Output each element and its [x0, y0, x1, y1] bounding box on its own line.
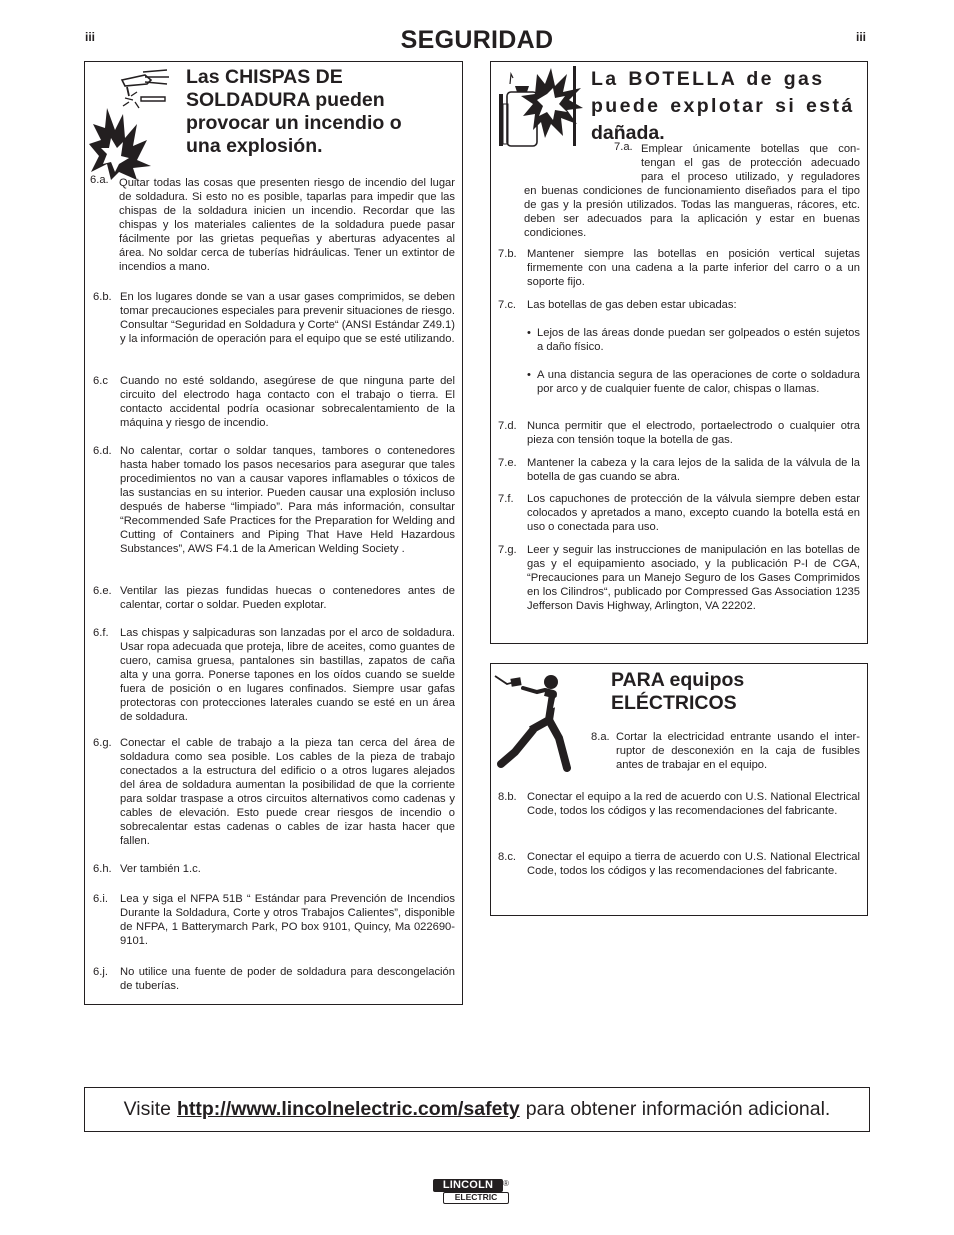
list-item-7f: 7.f. Los capuchones de protección de la válvula siempre deben estar colocados y apretados a mano, excepto cuando la botella está en uso o conectada para uso.	[498, 493, 860, 533]
list-item-6d: 6.d. No calentar, cortar o soldar tanques, tambores o contenedores hasta haber tomado los pasos necesarios para asegurar que tales procedimientos no van a causar vapores inflamables o tóxicos de las sustancias en su interior. Pueden causar una explosión incluso después de haberse “limpiado”. Para más información, consultar “Recommended Safe Practices for the Preparation for Welding and Cutting of Containers and Piping That Have Held Hazardous Substances”, AWS F4.1 de la American Welding Society .	[93, 445, 455, 555]
lincoln-electric-logo: LINCOLN ELECTRIC ®	[433, 1179, 511, 1207]
visit-suffix: para obtener información adicional.	[525, 1098, 831, 1120]
electrical-warning-box	[490, 663, 868, 916]
list-item-6h: 6.h. Ver también 1.c.	[93, 863, 201, 875]
fire-explosion-icon	[89, 68, 181, 180]
sparks-title: Las CHISPAS DE SOLDADURA pueden provocar un incendio o una explosión.	[186, 66, 402, 157]
list-item-7c: 7.c. Las botellas de gas deben estar ubicadas:	[498, 299, 737, 311]
list-item-7a: 7.a. Emplear únicamente botellas que con- tengan el gas de protección adecuado para el proceso utilizado, y reguladores	[614, 141, 860, 183]
list-item-7g: 7.g. Leer y seguir las instrucciones de manipulación en las botellas de gas y el equipamiento asociado, y la publicación P-I de CGA, “Precauciones para un Manejo Seguro de los Gases Comprimidos en los Cilindros“, publicado por Compressed Gas Association 1235 Jefferson Davis Highway, Arlington, VA 22202.	[498, 544, 860, 612]
cylinder-warning-box	[490, 61, 868, 644]
list-item-6b: 6.b. En los lugares donde se van a usar gases comprimidos, se deben tomar precauciones especiales para prevenir situaciones de riesgo. Consultar “Seguridad en Soldadura y Corte“ (ANSI Estándar Z49.1) y la información de operación para el equipo que se esté utilizando.	[93, 291, 455, 345]
list-item-6c: 6.c Cuando no esté soldando, asegúrese de que ninguna parte del circuito del electrodo haga contacto con el trabajo o tierra. El contacto accidental podría ocasionar sobrecalentamiento de la máquina y riesgo de incendio.	[93, 375, 455, 429]
list-item-8c: 8.c. Conectar el equipo a tierra de acuerdo con U.S. National Electrical Code, todos los códigos y las recomendaciones del fabricante.	[498, 851, 860, 877]
electrical-title: PARA equipos ELÉCTRICOS	[611, 669, 745, 714]
electric-shock-icon	[493, 672, 593, 776]
visit-prefix: Visite	[123, 1098, 171, 1120]
page-number-left: iii	[85, 30, 96, 44]
list-item-6e: 6.e. Ventilar las piezas fundidas huecas o contenedores antes de calentar, cortar o soldar. Pueden explotar.	[93, 585, 455, 611]
list-item-7e: 7.e. Mantener la cabeza y la cara lejos de la salida de la válvula de la botella de gas cuando se abra.	[498, 457, 860, 483]
page-number-right: iii	[856, 30, 867, 44]
list-item-7a-continued: en buenas condiciones de funcionamiento diseñados para el tipo de gas y la presión utilizados. Todas las mangueras, rácores, etc. deben ser adecuados para la aplicación y estar en buenas condiciones.	[524, 185, 860, 239]
list-item-6a: 6.a. Quitar todas las cosas que presenten riesgo de incendio del lugar de soldadura. Si esto no es posible, taparlas para impedir que las chispas de la soldadura inicien un incendio. Recordar que las chispas y los materiales calientes de la soldadura puede pasar fácilmente por las grietas pequeñas y aberturas adyacentes al área. No soldar cerca de tuberías hidráulicas. Tener un extintor de incendios a mano.	[90, 174, 455, 273]
cylinder-title: La BOTELLA de gas puede explotar si está dañada.	[591, 68, 855, 144]
list-item-7b: 7.b. Mantener siempre las botellas en posición vertical sujetas firmemente con una cadena a la parte inferior del carro o a un soporte fijo.	[498, 248, 860, 288]
list-item-7d: 7.d. Nunca permitir que el electrodo, portaelectrodo o cualquier otra pieza con tensión toque la botella de gas.	[498, 420, 860, 446]
safety-link[interactable]: http://www.lincolnelectric.com/safety	[176, 1098, 520, 1120]
page-title: SEGURIDAD	[400, 26, 554, 54]
bullet-item-2: • A una distancia segura de las operaciones de corte o soldadura por arco y de cualquier fuente de calor, chispas o llamas.	[527, 369, 860, 395]
bullet-item-1: • Lejos de las áreas donde puedan ser golpeados o estén sujetos a daño físico.	[527, 327, 860, 353]
list-item-6g: 6.g. Conectar el cable de trabajo a la pieza tan cerca del área de soldadura como sea posible. Los cables de la pieza de trabajo conectados a la estructura del edificio o a otros lugares alejados del área de soldadura aumentan la posibilidad de que la corriente para soldar traspase a otros circuitos alternativos como cadenas y cables de elevación. Esto puede crear riesgos de incendio o sobrecalentar estas cadenas o cables de izar hasta hacer que fallen.	[93, 737, 455, 847]
list-item-8a: 8.a. Cortar la electricidad entrante usando el inter- ruptor de desconexión en la caja de fusibles antes de trabajar en el equipo.	[591, 731, 860, 771]
visit-banner	[84, 1087, 870, 1132]
gas-cylinder-explosion-icon	[493, 64, 583, 148]
list-item-8b: 8.b. Conectar el equipo a la red de acuerdo con U.S. National Electrical Code, todos los códigos y las recomendaciones del fabricante.	[498, 791, 860, 817]
sparks-warning-box	[84, 61, 463, 1005]
list-item-6i: 6.i. Lea y siga el NFPA 51B “ Estándar para Prevención de Incendios Durante la Soldadura, Corte y otros Trabajos Calientes”, disponible de NFPA, 1 Batterymarch Park, PO box 9101, Quincy, Ma 022690-9101.	[93, 893, 455, 947]
list-item-6f: 6.f. Las chispas y salpicaduras son lanzadas por el arco de soldadura. Usar ropa adecuada que proteja, libre de aceites, como guantes de cuero, camisa gruesa, pantalones sin bastillas, zapatos de caña alta y una gorra. Ponerse tapones en los oídos cuando se suelde fuera de posición o en lugares confinados. Siempre usar gafas protectoras con protecciones laterales cuando se esté en un área de soldadura.	[93, 627, 455, 723]
list-item-6j: 6.j. No utilice una fuente de poder de soldadura para descongelación de tuberías.	[93, 966, 455, 992]
